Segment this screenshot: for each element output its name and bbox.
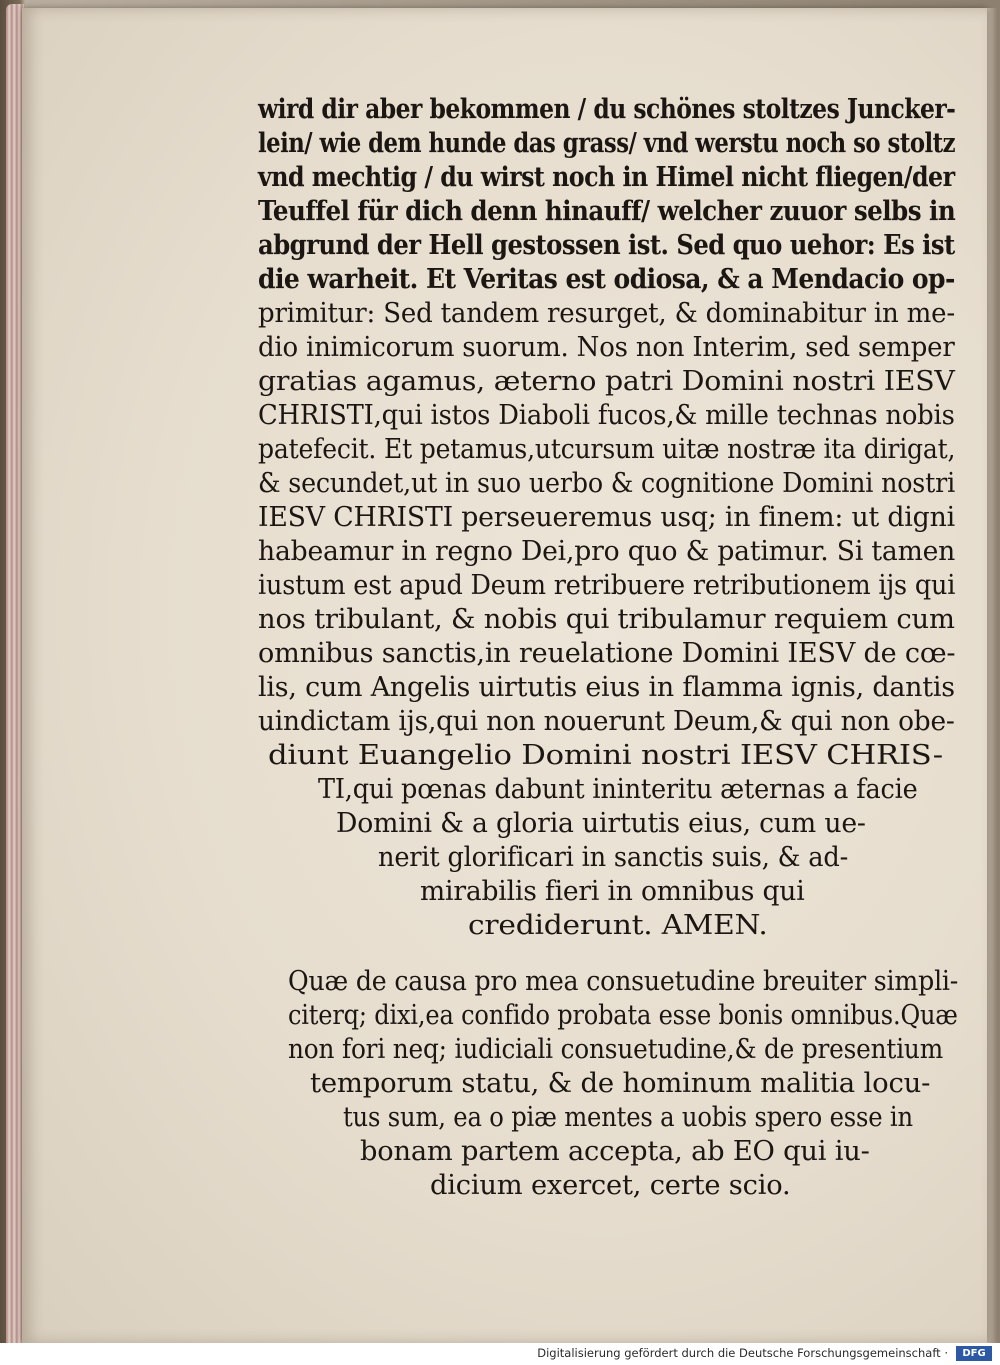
- text-line: & secundet,ut in suo uerbo & cognitione Domini nostri: [258, 468, 955, 499]
- text-line: primitur: Sed tandem resurget, & dominabitur in me-: [258, 298, 955, 329]
- text-line: dicium exercet, certe scio.: [430, 1170, 791, 1201]
- text-line: wird dir aber bekommen / du schönes stoltzes Juncker-: [258, 94, 956, 125]
- text-line: IESV CHRISTI perseueremus usq; in finem: ut digni: [258, 502, 955, 533]
- text-line: lein/ wie dem hunde das grass/ vnd werstu noch so stoltz: [258, 128, 956, 159]
- footer-credit: Digitalisierung gefördert durch die Deutsche Forschungsgemeinschaft ·: [537, 1346, 948, 1360]
- text-line: mirabilis fieri in omnibus qui: [420, 876, 805, 907]
- digitization-footer: [0, 1343, 1000, 1365]
- text-line: tus sum, ea o piæ mentes a uobis spero esse in: [343, 1102, 913, 1133]
- text-line: die warheit. Et Veritas est odiosa, & a Mendacio op-: [258, 264, 955, 295]
- text-line: abgrund der Hell gestossen ist. Sed quo uehor: Es ist: [258, 230, 955, 261]
- text-line: Teuffel für dich denn hinauff/ welcher zuuor selbs in: [258, 196, 956, 227]
- text-line: temporum statu, & de hominum malitia locu-: [310, 1068, 931, 1099]
- text-line: diunt Euangelio Domini nostri IESV CHRIS-: [268, 740, 943, 771]
- text-line: iustum est apud Deum retribuere retributionem ijs qui: [258, 570, 956, 601]
- text-line: bonam partem accepta, ab EO qui iu-: [360, 1136, 870, 1167]
- dfg-logo: DFG: [956, 1346, 992, 1361]
- text-line: nerit glorificari in sanctis suis, & ad-: [378, 842, 849, 873]
- text-line: CHRISTI,qui istos Diaboli fucos,& mille technas nobis: [258, 400, 955, 431]
- text-line: omnibus sanctis,in reuelatione Domini IESV de cœ-: [258, 638, 956, 669]
- text-line: vnd mechtig / du wirst noch in Himel nicht fliegen/der: [258, 162, 955, 193]
- text-line: crediderunt. AMEN.: [468, 910, 768, 941]
- text-line: dio inimicorum suorum. Nos non Interim, sed semper: [258, 332, 955, 363]
- text-line: gratias agamus, æterno patri Domini nostri IESV: [258, 366, 955, 397]
- text-line: TI,qui pœnas dabunt ininteritu æternas a facie: [318, 774, 918, 805]
- text-line: habeamur in regno Dei,pro quo & patimur. Si tamen: [258, 536, 956, 567]
- text-line: nos tribulant, & nobis qui tribulamur requiem cum: [258, 604, 955, 635]
- text-line: lis, cum Angelis uirtutis eius in flamma ignis, dantis: [258, 672, 955, 703]
- text-line: Quæ de causa pro mea consuetudine breuiter simpli-: [288, 966, 959, 997]
- book-page: [22, 8, 987, 1343]
- text-line: uindictam ijs,qui non nouerunt Deum,& qui non obe-: [258, 706, 955, 737]
- text-line: non fori neq; iudiciali consuetudine,& de presentium: [288, 1034, 943, 1065]
- text-line: Domini & a gloria uirtutis eius, cum ue-: [336, 808, 866, 839]
- text-line: citerq; dixi,ea confido probata esse bonis omnibus.Quæ: [288, 1000, 958, 1031]
- text-line: patefecit. Et petamus,utcursum uitæ nostræ ita dirigat,: [258, 434, 956, 465]
